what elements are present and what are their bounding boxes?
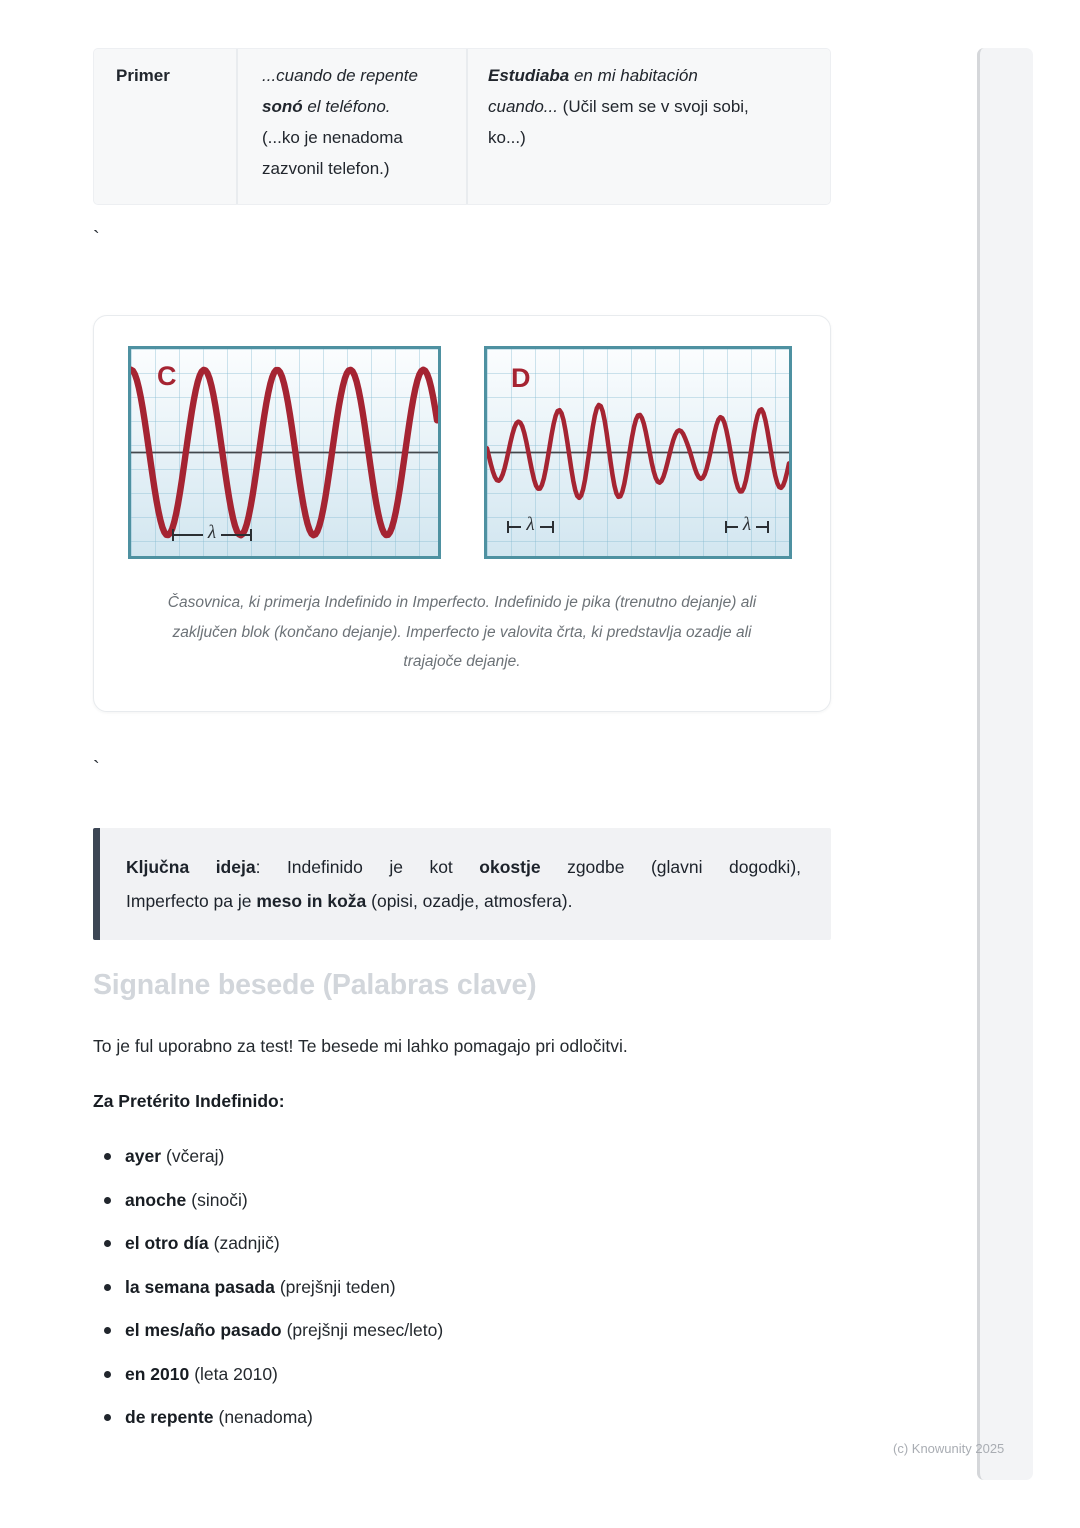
key-idea-line-2: Imperfecto pa je meso in koža (opisi, ozadje, atmosfera). <box>126 891 573 911</box>
measure-line <box>509 526 521 528</box>
lambda-label: λ <box>742 514 752 535</box>
bullet-dot <box>104 1197 111 1204</box>
figure-caption: Časovnica, ki primerja Indefinido in Imperfecto. Indefinido je pika (trenutno dejanje) ali zaključen blok (končano dejanje). Imperfecto je valovita črta, ki predstavlja ozadje ali trajajoče dejanje. <box>167 594 757 670</box>
example-table <box>93 48 831 205</box>
signal-words-list <box>93 1146 793 1451</box>
measure-line <box>174 534 203 536</box>
wave-panel-d <box>484 346 792 559</box>
measure-tick <box>250 529 252 541</box>
measure-line <box>756 526 767 528</box>
list-item: el otro día (zadnjič) <box>93 1233 793 1254</box>
wavelength-measure-right <box>725 514 769 536</box>
figure-card <box>93 315 831 712</box>
list-heading-indefinido: Za Pretérito Indefinido: <box>93 1091 285 1111</box>
bullet-dot <box>104 1327 111 1334</box>
list-item: el mes/año pasado (prejšnji mesec/leto) <box>93 1320 793 1341</box>
panel-label-c: C <box>157 361 178 391</box>
panel-label-d: D <box>511 363 532 393</box>
table-cell-primer <box>94 49 236 204</box>
measure-line <box>221 534 250 536</box>
stray-backtick: ` <box>93 758 100 780</box>
lambda-label: λ <box>207 522 217 543</box>
wave-panel-c <box>128 346 441 559</box>
intro-paragraph: To je ful uporabno za test! Te besede mi lahko pomagajo pri odločitvi. <box>93 1036 628 1056</box>
next-page-edge[interactable] <box>977 48 1033 1480</box>
measure-line <box>540 526 552 528</box>
table-cell-imperfecto-example: Estudiaba en mi habitación cuando... (Učil sem se v svoji sobi, ko...) <box>466 49 830 204</box>
bullet-dot <box>104 1371 111 1378</box>
key-idea-blockquote <box>93 828 831 940</box>
bullet-dot <box>104 1414 111 1421</box>
bullet-dot <box>104 1240 111 1247</box>
table-cell-indefinido-example: ...cuando de repente sonó el teléfono. (...ko je nenadoma zazvonil telefon.) <box>236 49 466 204</box>
lambda-label: λ <box>526 514 535 535</box>
bullet-dot <box>104 1153 111 1160</box>
measure-line <box>727 526 738 528</box>
footer-copyright: (c) Knowunity 2025 <box>893 1441 1005 1456</box>
list-item: anoche (sinoči) <box>93 1190 793 1211</box>
stray-backtick: ` <box>93 228 100 250</box>
list-item: ayer (včeraj) <box>93 1146 793 1167</box>
wave-curve <box>487 405 789 498</box>
key-idea-line-1: Ključna ideja: Indefinido je kot okostje zgodbe (glavni dogodki), <box>126 857 802 877</box>
bullet-dot <box>104 1284 111 1291</box>
section-heading-signal-words: Signalne besede (Palabras clave) <box>93 969 537 1001</box>
measure-tick <box>552 521 554 533</box>
wavelength-measure <box>172 522 252 544</box>
list-item: de repente (nenadoma) <box>93 1407 793 1428</box>
wavelength-measure-left <box>507 514 554 536</box>
table-row-label: Primer <box>116 66 170 85</box>
list-item: la semana pasada (prejšnji teden) <box>93 1277 793 1298</box>
list-item: en 2010 (leta 2010) <box>93 1364 793 1385</box>
measure-tick <box>767 521 769 533</box>
